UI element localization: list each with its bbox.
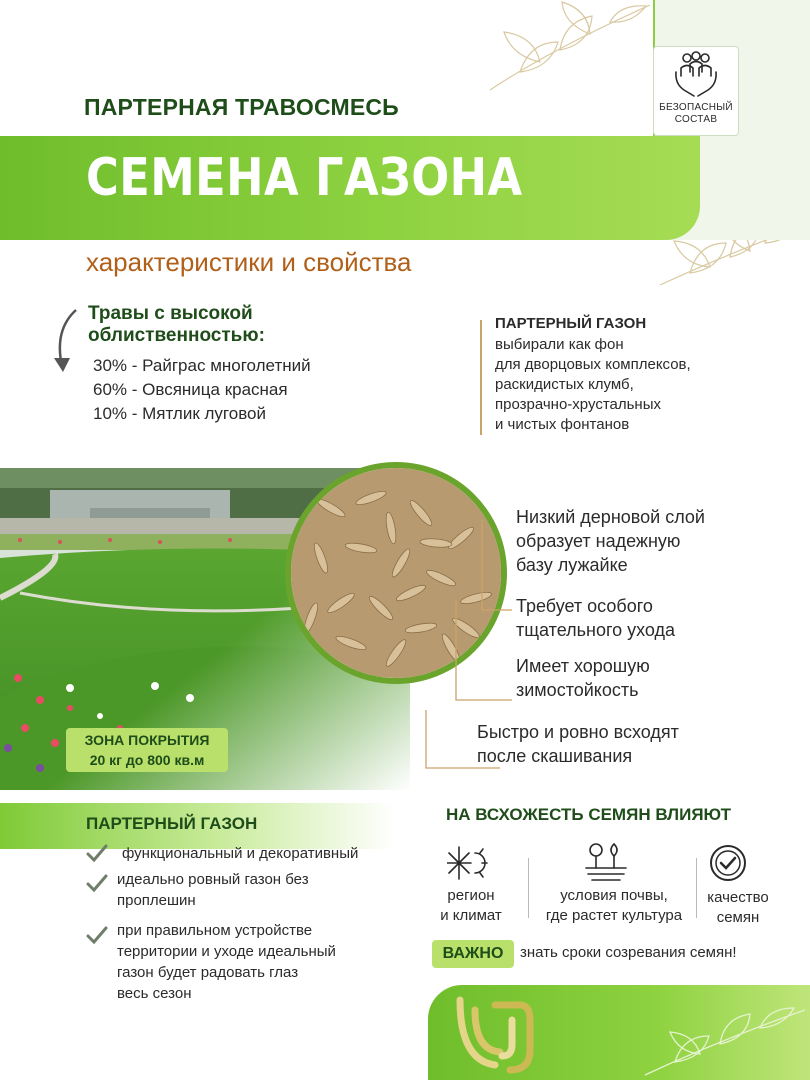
factor-divider bbox=[528, 858, 529, 918]
germination-heading: НА ВСХОЖЕСТЬ СЕМЯН ВЛИЯЮТ bbox=[446, 805, 732, 824]
parter-line: прозрачно-хрустальных bbox=[495, 396, 661, 413]
people-in-hands-icon bbox=[673, 50, 719, 98]
parter-line: выбирали как фон bbox=[495, 336, 624, 353]
coverage-zone-badge: ЗОНА ПОКРЫТИЯ 20 кг до 800 кв.м bbox=[66, 728, 228, 772]
leaf-branch-decoration-bottom bbox=[640, 1000, 810, 1080]
brand-logo-icon bbox=[450, 990, 560, 1075]
snowflake-sun-icon bbox=[447, 843, 491, 883]
herb-item: 10% - Мятлик луговой bbox=[93, 404, 266, 423]
divider-line bbox=[480, 320, 482, 435]
factor-label: регион и климат bbox=[440, 887, 502, 924]
quality-check-icon bbox=[708, 843, 748, 883]
list-item: функциональный и декоративный bbox=[122, 845, 359, 862]
parter-line: раскидистых клумб, bbox=[495, 376, 634, 393]
check-icon bbox=[86, 872, 108, 894]
page-title: СЕМЕНА ГАЗОНА bbox=[86, 148, 523, 208]
tagline: характеристики и свойства bbox=[86, 247, 412, 277]
check-icon bbox=[86, 924, 108, 946]
herbs-heading: Травы с высокой облиственностью: bbox=[88, 303, 265, 346]
important-badge: ВАЖНО bbox=[432, 940, 514, 968]
soil-plant-icon bbox=[584, 840, 628, 882]
factor-label: условия почвы, где растет культура bbox=[545, 887, 683, 924]
feature-item: Требует особого тщательного ухода bbox=[516, 596, 676, 640]
feature-item: Имеет хорошую зимостойкость bbox=[516, 656, 650, 700]
factor-divider bbox=[696, 858, 697, 918]
parter-line: для дворцовых комплексов, bbox=[495, 356, 691, 373]
herb-item: 30% - Райграс многолетний bbox=[93, 356, 311, 375]
parter-heading: ПАРТЕРНЫЙ ГАЗОН bbox=[495, 315, 647, 332]
feature-item: Быстро и ровно всходят после скашивания bbox=[477, 722, 679, 766]
list-item: идеально ровный газон без проплешин bbox=[117, 871, 309, 909]
check-icon bbox=[86, 842, 108, 864]
parter-list-heading: ПАРТЕРНЫЙ ГАЗОН bbox=[86, 814, 258, 833]
parter-line: и чистых фонтанов bbox=[495, 416, 630, 433]
curved-arrow-icon bbox=[50, 306, 82, 376]
important-note: знать сроки созревания семян! bbox=[520, 944, 737, 961]
herb-item: 60% - Овсяница красная bbox=[93, 380, 288, 399]
badge-label: БЕЗОПАСНЫЙ СОСТАВ bbox=[659, 102, 733, 125]
factor-label: качество семян bbox=[707, 889, 769, 926]
list-item: при правильном устройстве территории и уходе идеальный газон будет радовать глаз весь сезон bbox=[117, 922, 336, 1002]
leaf-branch-decoration-top bbox=[480, 0, 660, 100]
feature-item: Низкий дерновой слой образует надежную базу лужайке bbox=[516, 507, 705, 575]
subtitle: ПАРТЕРНАЯ ТРАВОСМЕСЬ bbox=[84, 94, 399, 120]
